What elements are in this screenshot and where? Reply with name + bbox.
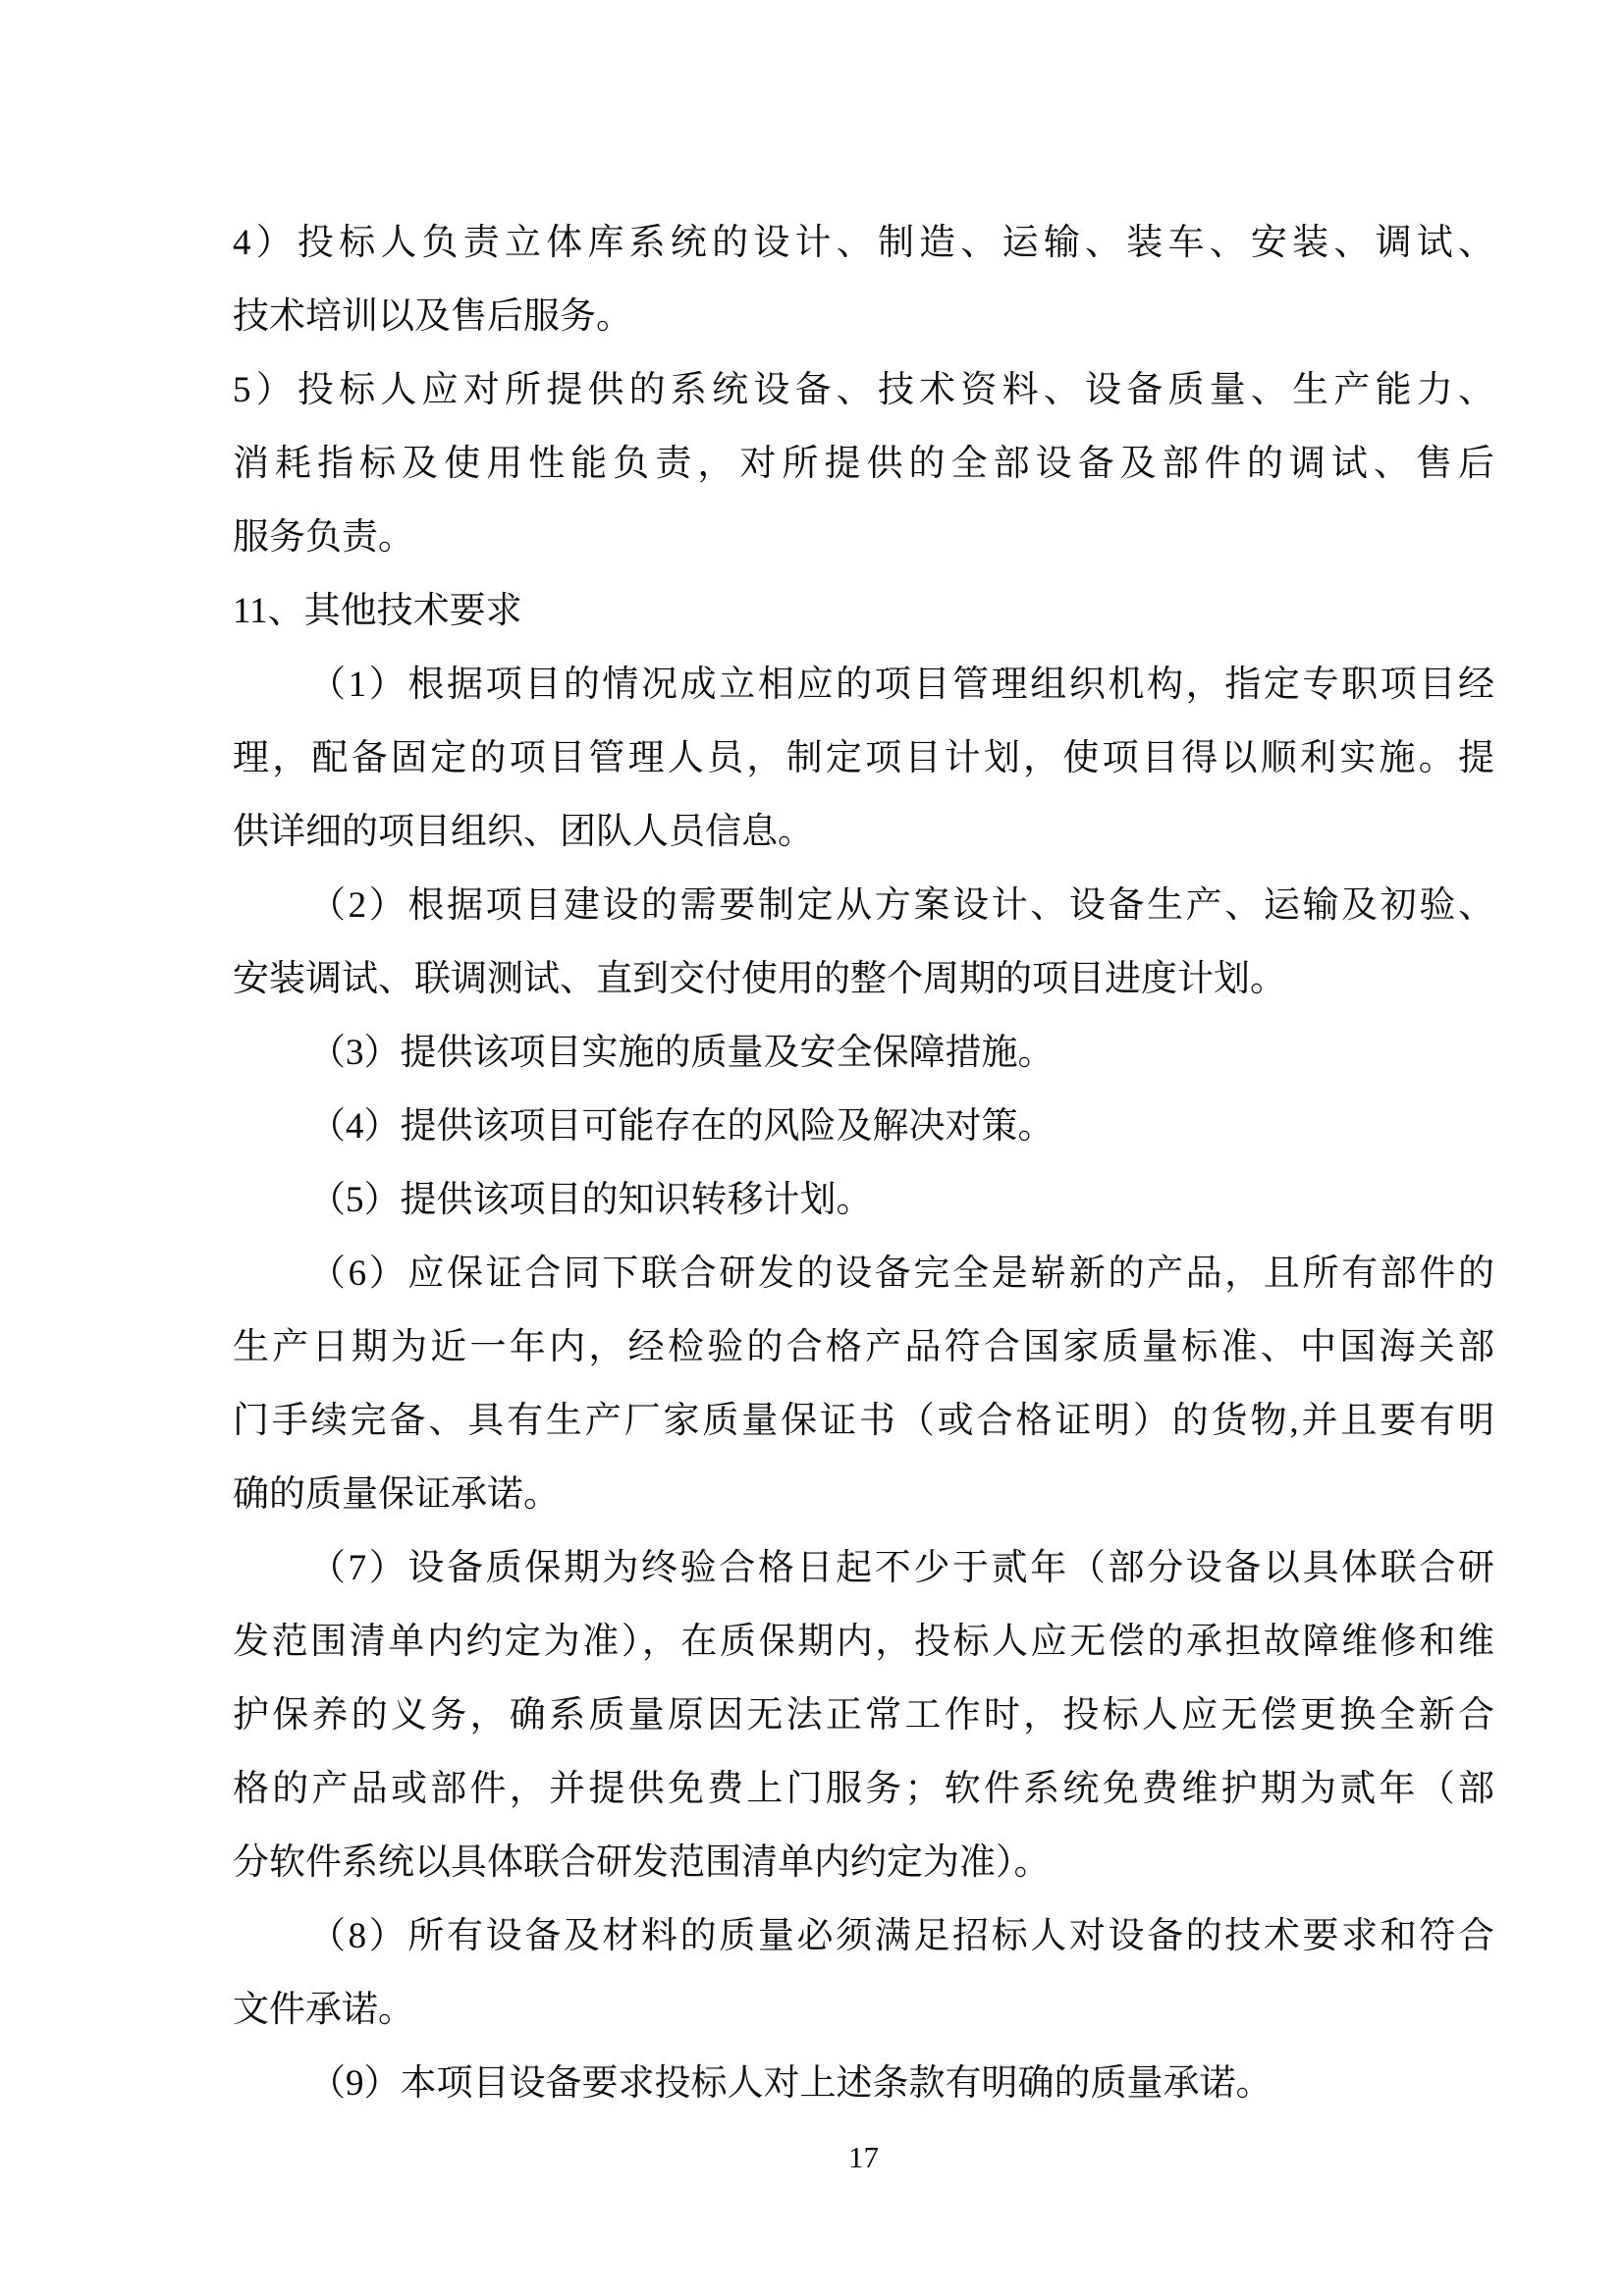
- text-line: 护保养的义务，确系质量原因无法正常工作时，投标人应无偿更换全新合: [233, 1695, 1494, 1735]
- text-line: 格的产品或部件，并提供免费上门服务；软件系统免费维护期为贰年（部: [233, 1769, 1494, 1809]
- text-line: （8）所有设备及材料的质量必须满足招标人对设备的技术要求和符合: [309, 1916, 1494, 1956]
- section-heading: 11、其他技术要求: [233, 591, 522, 631]
- text-line: （7）设备质保期为终验合格日起不少于贰年（部分设备以具体联合研: [309, 1548, 1494, 1588]
- text-line: 服务负责。: [233, 517, 414, 558]
- text-line: （3）提供该项目实施的质量及安全保障措施。: [309, 1033, 1055, 1073]
- page-number: 17: [848, 2140, 879, 2174]
- text-line: （4）提供该项目可能存在的风险及解决对策。: [309, 1106, 1055, 1147]
- text-line: 文件承诺。: [233, 1990, 414, 2030]
- text-line: 发范围清单内约定为准），在质保期内，投标人应无偿的承担故障维修和维: [233, 1622, 1494, 1662]
- text-line: （1）根据项目的情况成立相应的项目管理组织机构，指定专职项目经: [309, 665, 1494, 705]
- document-body: [233, 206, 1494, 2194]
- text-line: 门手续完备、具有生产厂家质量保证书（或合格证明）的货物,并且要有明: [233, 1401, 1494, 1441]
- text-line: 安装调试、联调测试、直到交付使用的整个周期的项目进度计划。: [233, 959, 1286, 999]
- text-line: （6）应保证合同下联合研发的设备完全是崭新的产品，且所有部件的: [309, 1254, 1494, 1294]
- text-line: （5）提供该项目的知识转移计划。: [309, 1180, 873, 1220]
- text-line: 分软件系统以具体联合研发范围清单内约定为准）。: [233, 1842, 1051, 1883]
- text-line: （9）本项目设备要求投标人对上述条款有明确的质量承诺。: [309, 2063, 1272, 2104]
- text-line: 5）投标人应对所提供的系统设备、技术资料、设备质量、生产能力、: [233, 370, 1494, 410]
- text-line: 确的质量保证承诺。: [233, 1474, 560, 1515]
- text-line: 技术培训以及售后服务。: [233, 296, 632, 337]
- text-line: 供详细的项目组织、团队人员信息。: [233, 812, 814, 852]
- text-line: 生产日期为近一年内，经检验的合格产品符合国家质量标准、中国海关部: [233, 1327, 1494, 1367]
- text-line: 消耗指标及使用性能负责，对所提供的全部设备及部件的调试、售后: [233, 444, 1494, 484]
- text-line: （2）根据项目建设的需要制定从方案设计、设备生产、运输及初验、: [309, 885, 1494, 926]
- text-line: 4）投标人负责立体库系统的设计、制造、运输、装车、安装、调试、: [233, 223, 1494, 263]
- text-line: 理，配备固定的项目管理人员，制定项目计划，使项目得以顺利实施。提: [233, 738, 1494, 778]
